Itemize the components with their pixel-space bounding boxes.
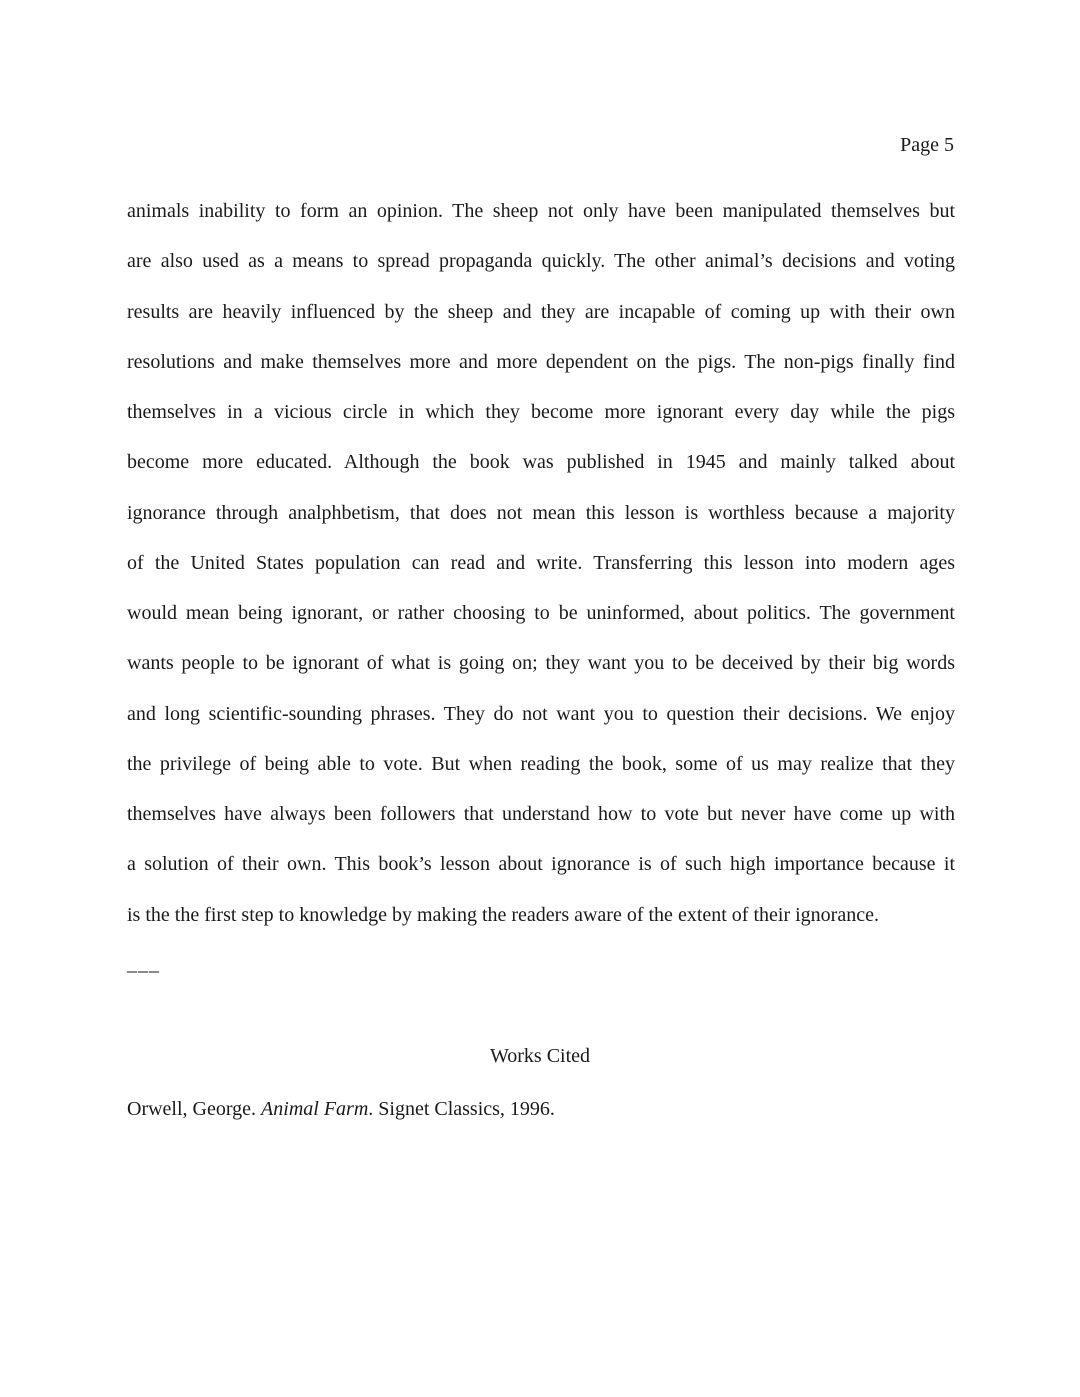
paragraph-line: is the the first step to knowledge by making the readers aware of the extent of their ignorance.: [127, 903, 879, 926]
paragraph-line: of the United States population can read and write. Transferring this lesson into modern ages: [127, 551, 955, 574]
paragraph-line: ignorance through analphbetism, that does not mean this lesson is worthless because a majority: [127, 501, 955, 524]
paragraph-line: wants people to be ignorant of what is going on; they want you to be deceived by their big words: [127, 652, 955, 675]
works-cited-heading: Works Cited: [489, 1045, 591, 1067]
citation-title: Animal Farm: [261, 1098, 369, 1120]
paragraph-line: themselves in a vicious circle in which they become more ignorant every day while the pigs: [127, 401, 955, 423]
paragraph-line: results are heavily influenced by the sheep and they are incapable of coming up with their own: [127, 300, 955, 323]
citation-author: Orwell, George.: [127, 1098, 262, 1120]
paragraph-line: become more educated. Although the book was published in 1945 and mainly talked about: [127, 451, 955, 474]
paragraph-line: a solution of their own. This book’s lesson about ignorance is of such high importance because it: [127, 853, 955, 876]
paragraph-line: themselves have always been followers that understand how to vote but never have come up with: [127, 803, 955, 825]
paragraph-line: are also used as a means to spread propaganda quickly. The other animal’s decisions and voting: [127, 250, 955, 273]
paragraph-line: and long scientific-sounding phrases. They do not want you to question their decisions. We enjoy: [127, 702, 955, 725]
paragraph-line: animals inability to form an opinion. The sheep not only have been manipulated themselves but: [127, 200, 955, 222]
citation-publisher: . Signet Classics, 1996.: [368, 1098, 555, 1120]
citation-entry: [127, 1095, 555, 1123]
paragraph-line: would mean being ignorant, or rather choosing to be uninformed, about politics. The government: [127, 602, 955, 624]
paragraph-line: the privilege of being able to vote. But when reading the book, some of us may realize that they: [127, 752, 955, 775]
body-paragraph: [127, 186, 955, 940]
section-separator: ___: [127, 953, 160, 975]
paragraph-line: resolutions and make themselves more and more dependent on the pigs. The non-pigs finally find: [127, 350, 955, 373]
page-number: Page 5: [900, 134, 954, 156]
